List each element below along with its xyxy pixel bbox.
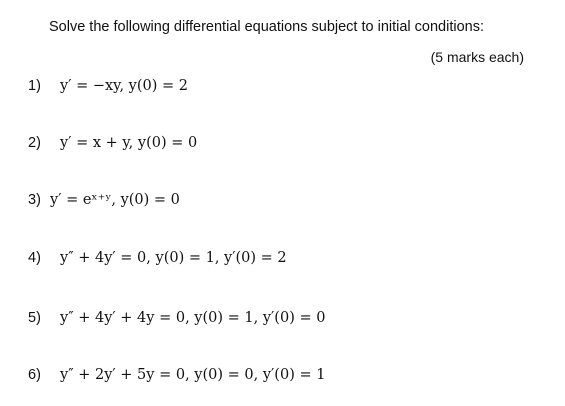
problem-1 [28, 78, 188, 94]
problem-number: 2) [28, 135, 41, 151]
problem-number: 4) [28, 250, 41, 266]
problem-equation: y″ + 4y′ = 0, y(0) = 1, y′(0) = 2 [60, 250, 287, 266]
problem-equation: y′ = x + y, y(0) = 0 [60, 135, 198, 151]
problem-equation: y′ = eˣ⁺ʸ, y(0) = 0 [50, 192, 180, 208]
problem-equation: y″ + 2y′ + 5y = 0, y(0) = 0, y′(0) = 1 [60, 367, 326, 383]
problem-number: 5) [28, 310, 41, 326]
problem-5 [28, 310, 325, 326]
problem-6 [28, 367, 325, 383]
problem-number: 3) [28, 192, 41, 208]
instruction-text: Solve the following differential equations subject to initial conditions: [49, 19, 484, 35]
problem-2 [28, 135, 197, 151]
marks-note: (5 marks each) [430, 49, 524, 65]
problem-4 [28, 250, 287, 266]
problem-equation: y″ + 4y′ + 4y = 0, y(0) = 1, y′(0) = 0 [60, 310, 326, 326]
problem-3 [28, 192, 180, 208]
problem-equation: y′ = −xy, y(0) = 2 [60, 78, 188, 94]
problem-number: 1) [28, 78, 41, 94]
problem-number: 6) [28, 367, 41, 383]
